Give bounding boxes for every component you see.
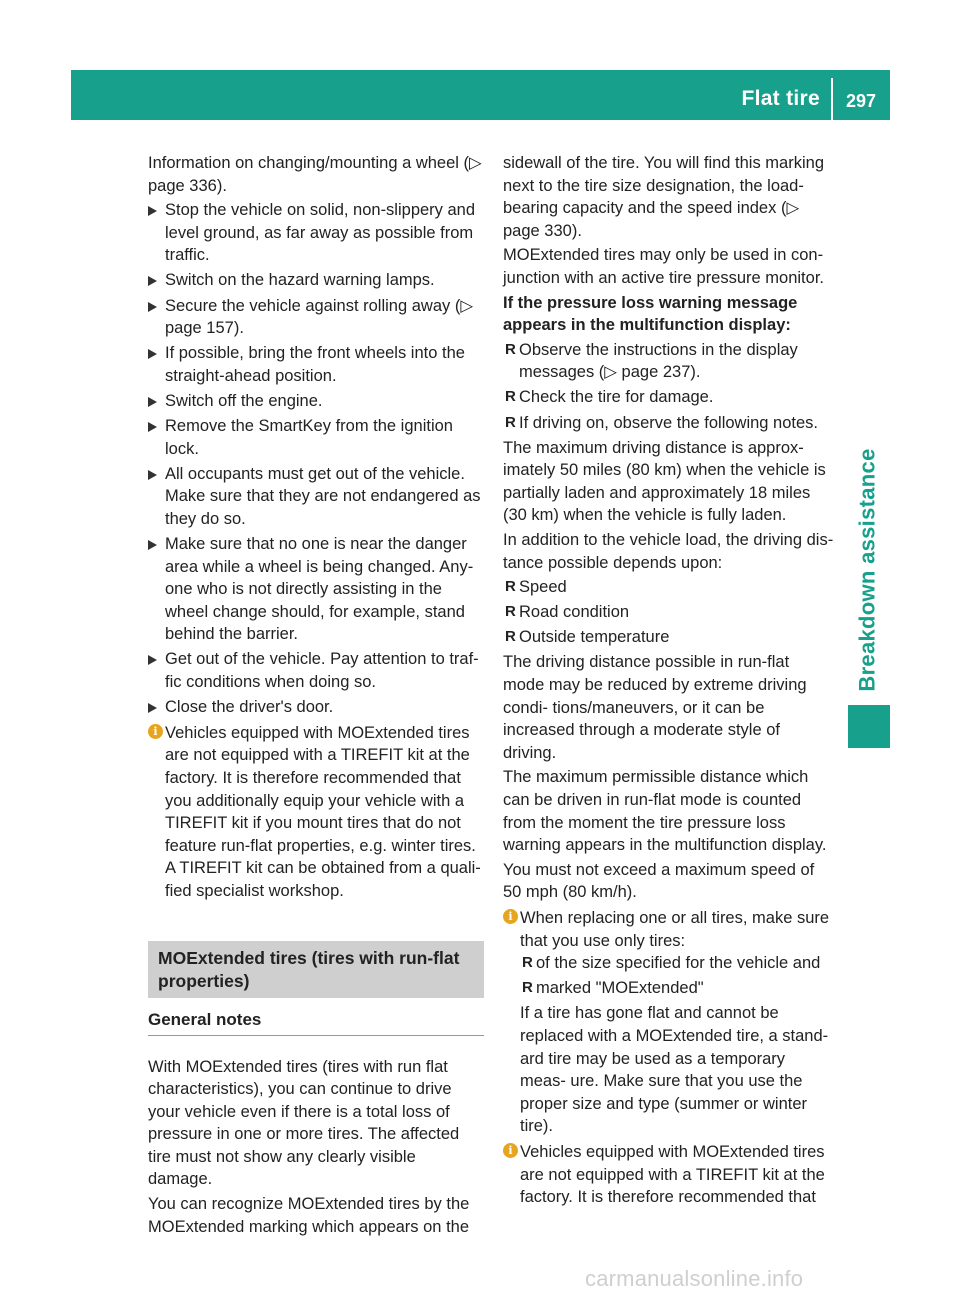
header-divider (831, 78, 833, 120)
step-item: Get out of the vehicle. Pay attention to traf- fic conditions when doing so. (148, 648, 484, 693)
header-bar (71, 70, 890, 120)
section-heading: MOExtended tires (tires with run-flat properties) (148, 941, 484, 998)
intro-text: Information on changing/mounting a wheel (▷ page 336). (148, 154, 482, 195)
bullet-icon: R (505, 603, 516, 621)
bold-heading: If the pressure loss warning message appears in the multifunction display: (503, 293, 798, 335)
info-icon: i (148, 724, 163, 739)
side-tab (848, 440, 888, 700)
step-arrow-icon (148, 397, 157, 407)
bullet-icon: R (522, 979, 533, 997)
info-note: i Vehicles equipped with MOExtended tires are not equipped with a TIREFIT kit at the factory. It is therefore recommended that you additionally equip your vehicle with a TIREFIT kit if you mount tires that do not feature run-flat properties, e.g. winter tires. A TIREFIT kit can be obtained from a quali- fied specialist workshop. (148, 722, 484, 903)
bullet-icon: R (505, 578, 516, 596)
bullet-icon: R (505, 388, 516, 406)
step-item: Switch on the hazard warning lamps. (148, 269, 484, 292)
step-arrow-icon (148, 655, 157, 665)
paragraph: You can recognize MOExtended tires by the MOExtended marking which appears on the (148, 1195, 470, 1236)
bullet-icon: R (505, 413, 516, 431)
step-item: Remove the SmartKey from the ignition lock. (148, 415, 484, 460)
step-item: Stop the vehicle on solid, non-slippery and level ground, as far away as possible from traffic. (148, 199, 484, 267)
step-item: Make sure that no one is near the danger area while a wheel is being changed. Any- one who is not directly assisting in the wheel change should, for example, stand behind the barrier. (148, 533, 484, 646)
bullet-icon: R (505, 340, 516, 358)
step-arrow-icon (148, 470, 157, 480)
info-note (503, 907, 834, 1138)
info-icon: i (503, 1143, 518, 1158)
step-item: If possible, bring the front wheels into the straight-ahead position. (148, 342, 484, 387)
page-number: 297 (845, 91, 877, 111)
paragraph: sidewall of the tire. You will find this marking next to the tire size designation, the load- bearing capacity and the speed index (▷ page 330). (503, 154, 824, 240)
step-arrow-icon (148, 703, 157, 713)
bullet-icon: R (505, 628, 516, 646)
step-arrow-icon (148, 276, 157, 286)
bullet-item: R If driving on, observe the following notes. (503, 412, 834, 435)
info-icon: i (503, 909, 518, 924)
note-intro: When replacing one or all tires, make sure that you use only tires: (520, 909, 830, 950)
watermark: carmanualsonline.info (585, 1266, 804, 1291)
step-arrow-icon (148, 422, 157, 432)
step-item: Secure the vehicle against rolling away (▷ page 157). (148, 295, 484, 340)
bullet-item: R Outside temperature (503, 626, 834, 649)
right-column (503, 152, 834, 1211)
paragraph: The maximum permissible distance which can be driven in run-flat mode is counted from the moment the tire pressure loss warning appears in the multifunction display. (503, 768, 827, 855)
bullet-item: R Speed (503, 576, 834, 599)
bullet-icon: R (522, 954, 533, 972)
paragraph: MOExtended tires may only be used in con- junction with an active tire pressure monitor. (503, 246, 824, 287)
left-column (148, 152, 484, 1240)
step-item: All occupants must get out of the vehicle. Make sure that they are not endangered as they do so. (148, 463, 484, 531)
side-tab-label: Breakdown assistance (854, 448, 880, 692)
bullet-item: R Road condition (503, 601, 834, 624)
sub-heading: General notes (148, 1006, 484, 1036)
step-arrow-icon (148, 206, 157, 216)
info-note: i Vehicles equipped with MOExtended tires are not equipped with a TIREFIT kit at the factory. It is therefore recommended that (503, 1141, 834, 1209)
paragraph: The maximum driving distance is approx- imately 50 miles (80 km) when the vehicle is partially laden and approximately 18 miles (30 km) when the vehicle is fully laden. (503, 438, 826, 525)
note-text: If a tire has gone flat and cannot be replaced with a MOExtended tire, a stand- ard tire may be used as a temporary meas- ure. Make sure that you use the proper size and type (summer or winter tire). (520, 1004, 829, 1136)
step-arrow-icon (148, 349, 157, 359)
page-title: Flat tire (741, 87, 820, 110)
step-item: Close the driver's door. (148, 696, 484, 719)
paragraph: You must not exceed a maximum speed of 50 mph (80 km/h). (503, 860, 815, 902)
paragraph: In addition to the vehicle load, the driving dis- tance possible depends upon: (503, 531, 834, 572)
step-arrow-icon (148, 540, 157, 550)
bullet-item: R Observe the instructions in the display messages (▷ page 237). (505, 340, 798, 382)
bullet-item: R Check the tire for damage. (503, 386, 834, 409)
paragraph: The driving distance possible in run-flat mode may be reduced by extreme driving condi- tions/maneuvers, or it can be increased through a moderate style of driving. (503, 653, 807, 762)
paragraph: With MOExtended tires (tires with run flat characteristics), you can continue to drive your vehicle even if there is a total loss of pressure in one or more tires. The affected tire must not show any clearly visible damage. (148, 1057, 460, 1189)
step-arrow-icon (148, 302, 157, 312)
side-tab-marker (848, 705, 890, 748)
bullet-item: R marked "MOExtended" (520, 977, 834, 1000)
step-item: Switch off the engine. (148, 390, 484, 413)
bullet-item: R of the size specified for the vehicle and (520, 952, 834, 975)
